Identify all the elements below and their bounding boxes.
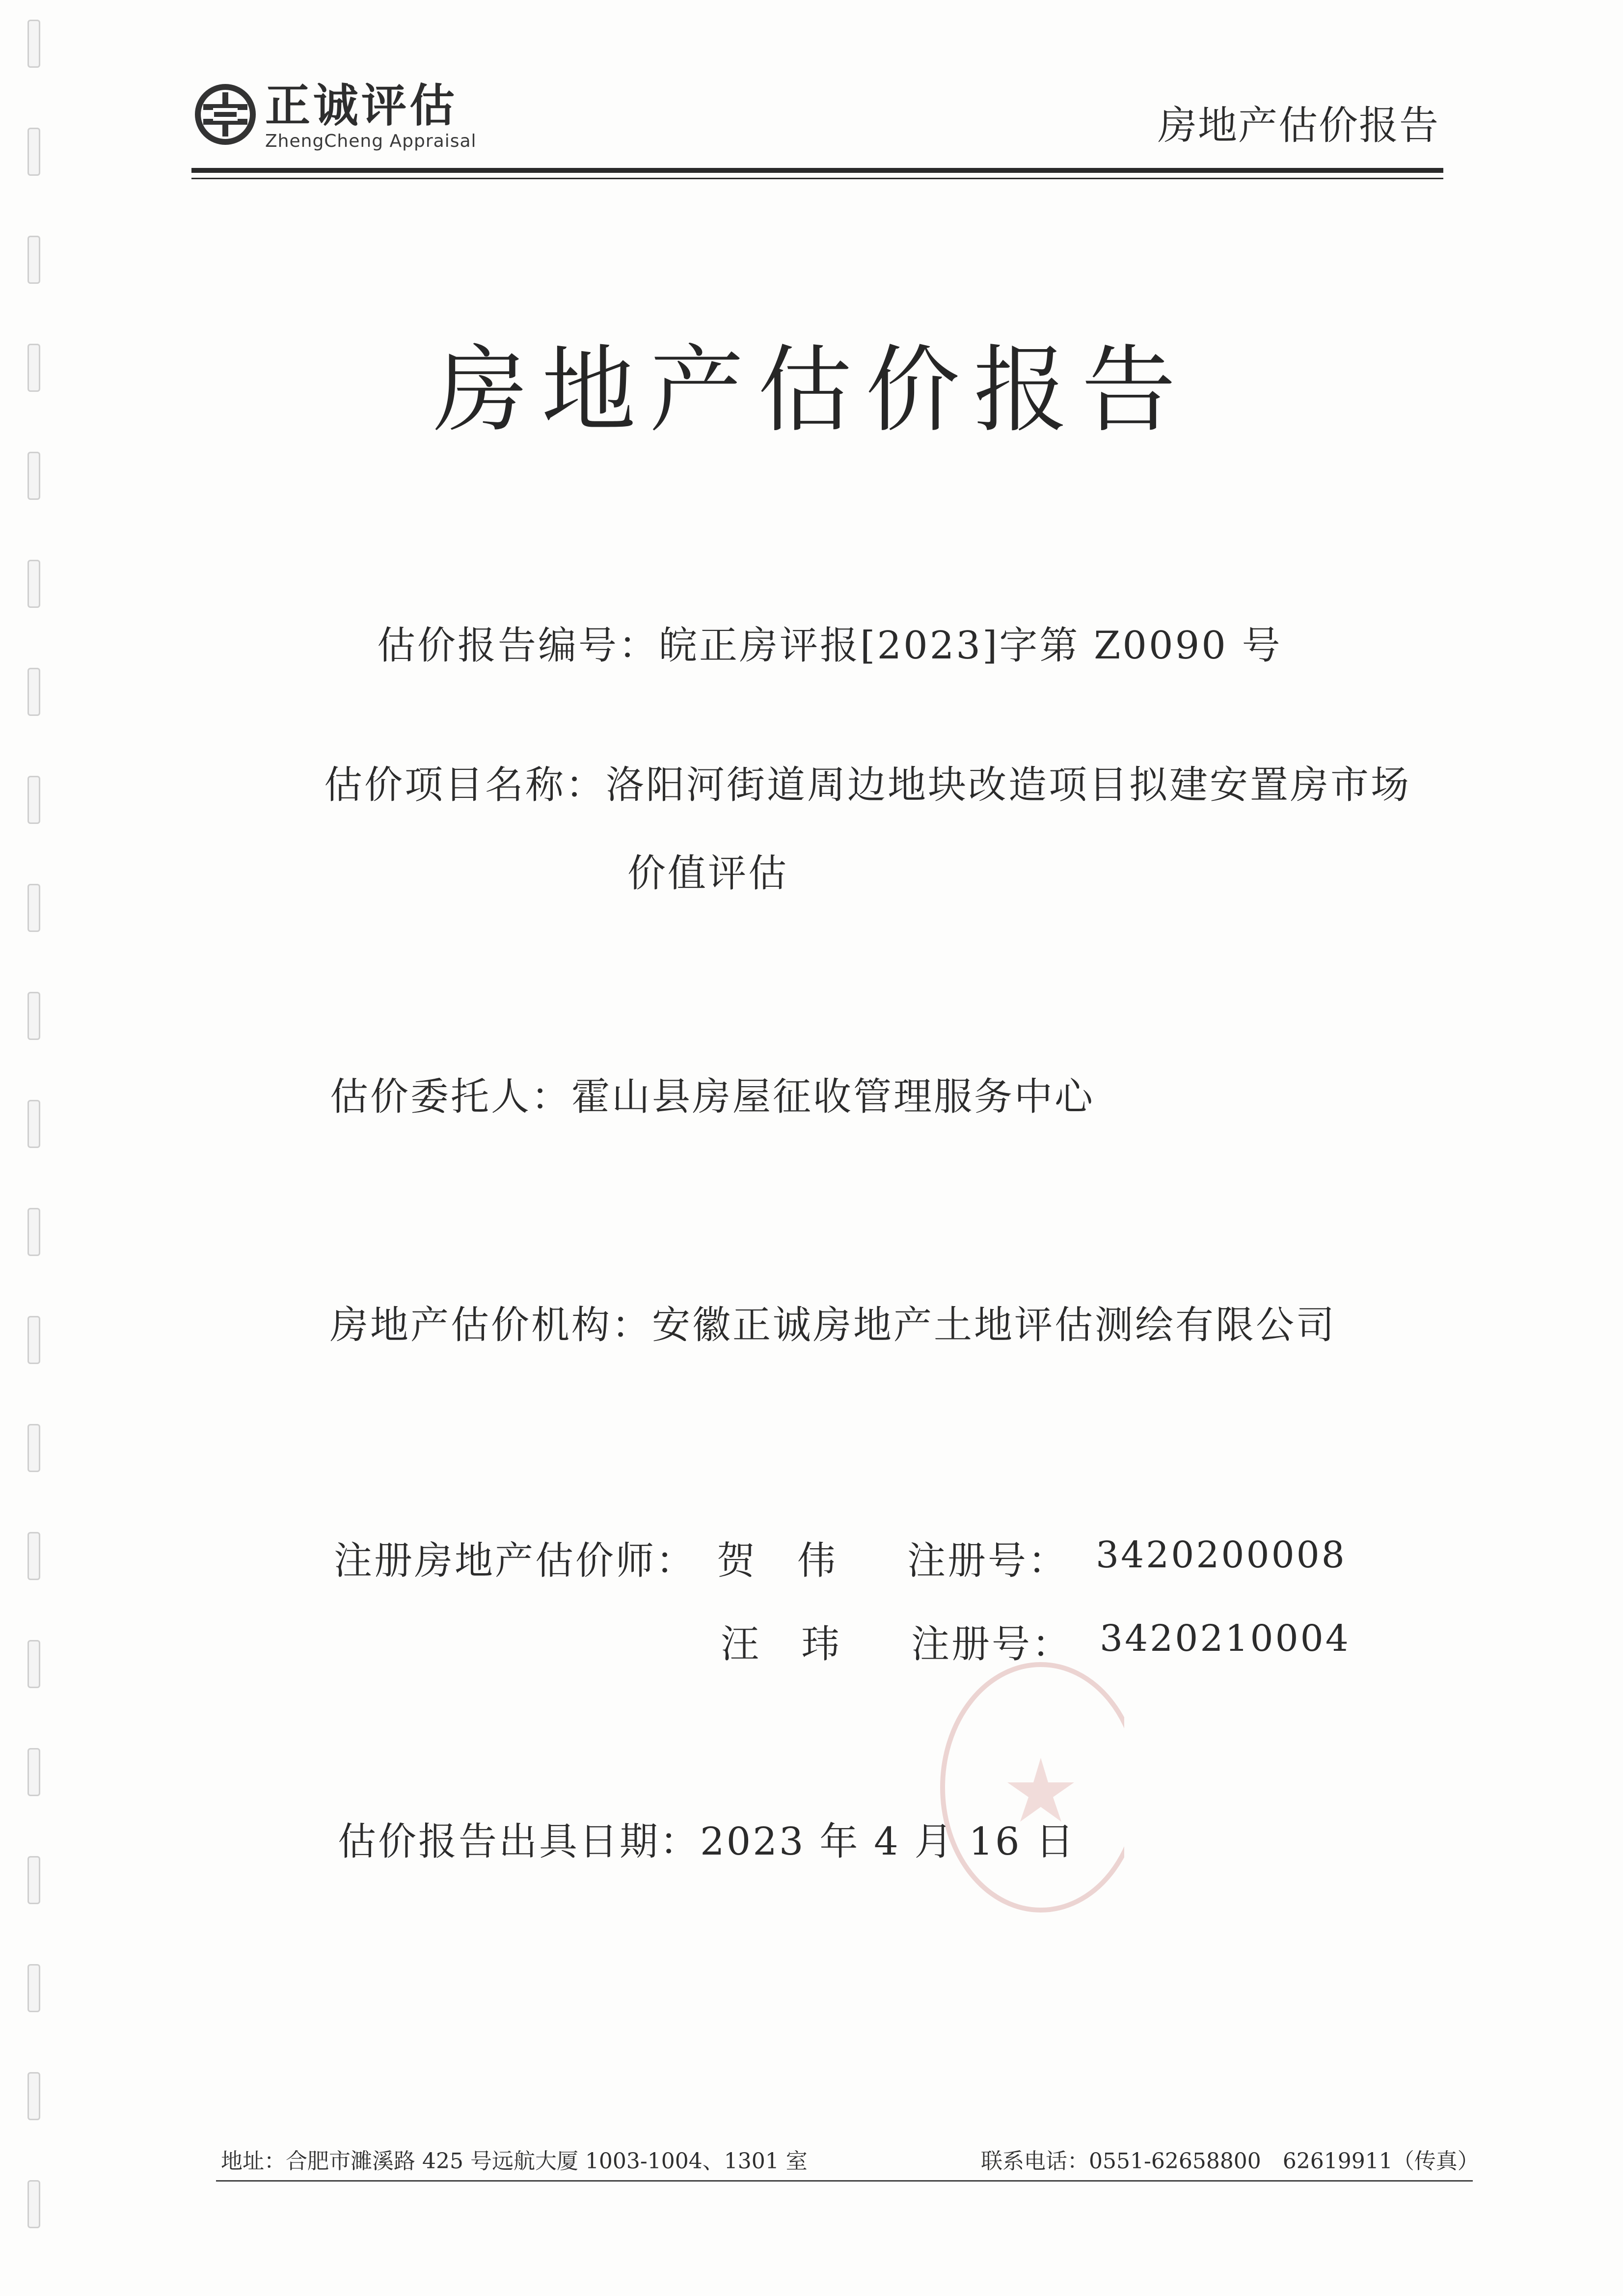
zhengcheng-logo-icon [193, 82, 257, 146]
agency-label: 房地产估价机构： [330, 1303, 652, 1347]
agency-row [330, 1303, 1337, 1347]
binding-ring [27, 776, 40, 824]
appraiser-reg-number: 3420200008 [1096, 1534, 1347, 1576]
binding-ring [27, 452, 40, 500]
binding-ring [27, 1316, 40, 1364]
binding-ring [27, 1424, 40, 1472]
binding-ring [27, 992, 40, 1040]
binding-ring [27, 20, 40, 68]
binding-ring [27, 1532, 40, 1580]
header-title: 房地产估价报告 [1158, 103, 1439, 148]
binding-ring [27, 668, 40, 716]
project-name-value: 洛阳河街道周边地块改造项目拟建安置房市场 [606, 763, 1411, 807]
binding-ring [27, 1640, 40, 1688]
binding-ring [27, 2180, 40, 2228]
logo-subtitle: ZhengCheng Appraisal [265, 131, 477, 151]
agency-value: 安徽正诚房地产土地评估测绘有限公司 [652, 1303, 1337, 1347]
binding-ring [27, 1748, 40, 1796]
report-number-value: 皖正房评报[2023]字第 Z0090 号 [659, 624, 1282, 668]
date-row [338, 1820, 1076, 1864]
date-label: 估价报告出具日期： [338, 1820, 701, 1864]
header-rule-thick [191, 168, 1443, 173]
client-value: 霍山县房屋征收管理服务中心 [571, 1075, 1095, 1119]
client-row [330, 1075, 1095, 1119]
report-number-label: 估价报告编号： [377, 624, 659, 668]
appraiser-reg-number: 3420210004 [1100, 1617, 1351, 1660]
project-name-value-line2: 价值评估 [627, 851, 789, 896]
report-number-row [377, 624, 1282, 668]
binding-ring [27, 560, 40, 608]
binding-ring [27, 236, 40, 284]
date-value: 2023 年 4 月 16 日 [700, 1820, 1076, 1864]
appraiser-label: 注册房地产估价师： [334, 1539, 697, 1583]
binding-ring [27, 128, 40, 176]
binding-ring [27, 1100, 40, 1148]
header-rule-thin [191, 178, 1443, 179]
project-name-row [324, 763, 1411, 807]
footer-address: 地址：合肥市濉溪路 425 号远航大厦 1003-1004、1301 室 [221, 2149, 808, 2174]
page-title: 房地产估价报告 [433, 336, 1190, 445]
footer-rule [216, 2180, 1473, 2182]
company-seal-icon [898, 1622, 1124, 1930]
logo-name: 正诚评估 [265, 80, 458, 132]
page-header [191, 74, 1443, 187]
binding-ring [27, 1964, 40, 2012]
appraiser-reg-label: 注册号： [911, 1622, 1073, 1667]
client-label: 估价委托人： [330, 1075, 572, 1119]
binding-ring [27, 2072, 40, 2120]
binding-ring [27, 1208, 40, 1256]
project-name-label: 估价项目名称： [324, 763, 606, 807]
footer-phone: 联系电话：0551-62658800 62619911（传真） [981, 2149, 1479, 2174]
appraiser-name: 贺 伟 [717, 1539, 838, 1583]
appraiser-name: 汪 玮 [721, 1622, 842, 1667]
binding-ring [27, 1856, 40, 1904]
binding-ring [27, 884, 40, 932]
appraiser-reg-label: 注册号： [907, 1539, 1069, 1583]
